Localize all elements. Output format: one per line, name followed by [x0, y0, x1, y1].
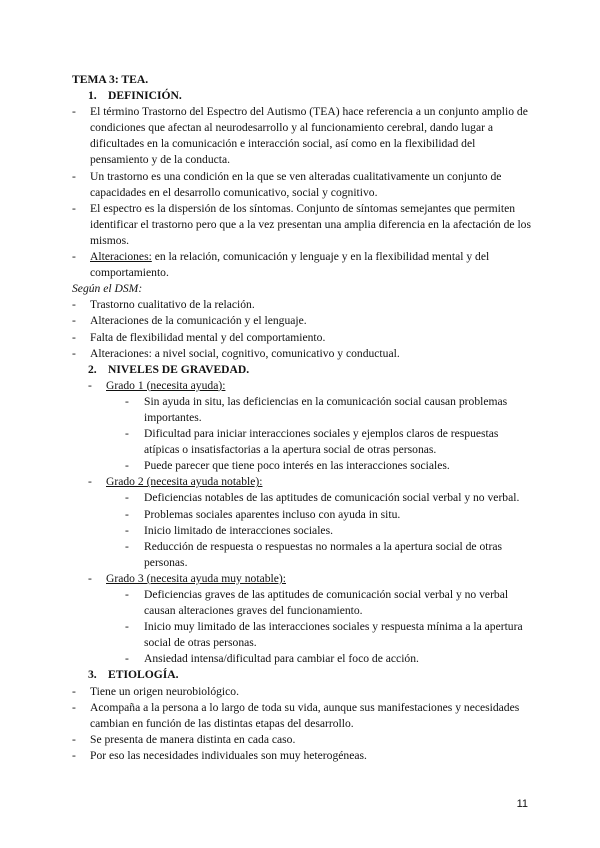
list-item [72, 684, 532, 700]
section-number: 2. [88, 362, 97, 376]
dsm-label: Según el DSM: [72, 282, 143, 296]
document-body [72, 72, 532, 764]
bullet-dash: - [72, 250, 76, 264]
sub-list-item [72, 458, 532, 474]
section-title: NIVELES DE GRAVEDAD. [108, 362, 250, 376]
bullet-dash: - [125, 588, 129, 601]
item-text: Inicio limitado de interacciones sociales. [144, 523, 333, 537]
section-number: 1. [88, 89, 97, 103]
bullet-dash: - [125, 620, 129, 634]
section-2-heading [72, 362, 532, 378]
bullet-dash: - [125, 394, 129, 408]
page-number: 11 [516, 798, 528, 810]
item-text: El espectro es la dispersión de los síntomas. Conjunto de síntomas semejantes que permiten identificar el trastorno pero que a la vez presentan una amplia diferencia en la afectación de los mismos. [90, 201, 531, 247]
sub-list-item [72, 523, 532, 539]
item-text: Alteraciones: a nivel social, cognitivo, comunicativo y conductual. [90, 346, 400, 360]
bullet-dash: - [72, 314, 76, 328]
item-text: Problemas sociales aparentes incluso con ayuda in situ. [144, 507, 401, 521]
bullet-dash: - [125, 507, 129, 521]
bullet-dash: - [88, 571, 92, 585]
item-text: Ansiedad intensa/dificultad para cambiar el foco de acción. [144, 652, 419, 666]
sub-list-item [72, 619, 532, 651]
item-text: Se presenta de manera distinta en cada caso. [90, 732, 296, 746]
list-item [72, 297, 532, 313]
grado-3-item [72, 571, 532, 587]
list-item [72, 700, 532, 732]
bullet-dash: - [72, 748, 76, 762]
bullet-dash: - [72, 732, 76, 746]
list-item [72, 201, 532, 249]
bullet-dash: - [88, 378, 92, 392]
section-3-heading [72, 667, 532, 683]
bullet-dash: - [72, 700, 76, 714]
sub-list-item [72, 426, 532, 458]
bullet-dash: - [72, 105, 76, 119]
grado-2-item [72, 474, 532, 490]
item-text: Falta de flexibilidad mental y del comportamiento. [90, 330, 326, 344]
section-number: 3. [88, 668, 97, 682]
bullet-dash: - [72, 298, 76, 312]
bullet-dash: - [125, 459, 129, 473]
section-1-heading [72, 88, 532, 104]
bullet-dash: - [72, 169, 76, 183]
list-item [72, 330, 532, 346]
item-text: Puede parecer que tiene poco interés en las interacciones sociales. [144, 459, 450, 473]
bullet-dash: - [125, 491, 129, 505]
item-text: Deficiencias graves de las aptitudes de comunicación social verbal y no verbal causan alteraciones graves del funcionamiento. [144, 588, 509, 618]
item-text: Por eso las necesidades individuales son muy heterogéneas. [90, 748, 367, 762]
bullet-dash: - [125, 539, 129, 553]
section-title: ETIOLOGÍA. [108, 668, 179, 682]
sub-list-item [72, 507, 532, 523]
grado-3-label: Grado 3 (necesita ayuda muy notable): [106, 571, 286, 585]
sub-list-item [72, 490, 532, 506]
sub-list-item [72, 587, 532, 619]
item-text: Reducción de respuesta o respuestas no normales a la apertura social de otras personas. [144, 539, 502, 569]
alteraciones-text: en la relación, comunicación y lenguaje y en la flexibilidad mental y del comportamiento. [90, 250, 490, 280]
list-item [72, 104, 532, 168]
item-text: Dificultad para iniciar interacciones sociales y ejemplos claros de respuestas atípicas o insatisfactorias a la apertura social de otras personas. [144, 427, 499, 457]
bullet-dash: - [72, 201, 76, 215]
item-text: Alteraciones de la comunicación y el lenguaje. [90, 314, 307, 328]
list-item [72, 249, 532, 281]
item-text: Tiene un origen neurobiológico. [90, 684, 239, 698]
sub-list-item [72, 651, 532, 667]
doc-title: TEMA 3: TEA. [72, 73, 149, 86]
sub-list-item [72, 394, 532, 426]
item-text: Un trastorno es una condición en la que se ven alteradas cualitativamente un conjunto de capacidades en el desarrollo comunicativo, social y cognitivo. [90, 169, 502, 199]
bullet-dash: - [72, 684, 76, 698]
bullet-dash: - [125, 652, 129, 666]
item-text: El término Trastorno del Espectro del Autismo (TEA) hace referencia a un conjunto amplio de condiciones que afectan al neurodesarrollo y al funcionamiento cerebral, dando lugar a dificultades en la comunicación e interacción social, así como en la flexibilidad del pensamiento y de la conducta. [90, 105, 528, 167]
item-text: Deficiencias notables de las aptitudes de comunicación social verbal y no verbal. [144, 491, 520, 505]
item-text [90, 249, 532, 281]
list-item [72, 313, 532, 329]
item-text: Inicio muy limitado de las interacciones sociales y respuesta mínima a la apertura social de otras personas. [144, 620, 523, 650]
item-text: Trastorno cualitativo de la relación. [90, 298, 255, 312]
list-item [72, 169, 532, 201]
item-text: Acompaña a la persona a lo largo de toda su vida, aunque sus manifestaciones y necesidades cambian en función de las distintas etapas del desarrollo. [90, 700, 520, 730]
grado-1-item [72, 378, 532, 394]
bullet-dash: - [72, 346, 76, 360]
section-title: DEFINICIÓN. [108, 89, 182, 103]
bullet-dash: - [72, 330, 76, 344]
bullet-dash: - [88, 475, 92, 489]
grado-2-label: Grado 2 (necesita ayuda notable): [106, 475, 263, 489]
item-text: Sin ayuda in situ, las deficiencias en la comunicación social causan problemas importantes. [144, 394, 508, 424]
list-item [72, 346, 532, 362]
grado-1-label: Grado 1 (necesita ayuda): [106, 378, 226, 392]
alteraciones-label: Alteraciones: [90, 250, 152, 264]
bullet-dash: - [125, 523, 129, 537]
list-item [72, 748, 532, 764]
bullet-dash: - [125, 427, 129, 441]
sub-list-item [72, 539, 532, 571]
list-item [72, 732, 532, 748]
